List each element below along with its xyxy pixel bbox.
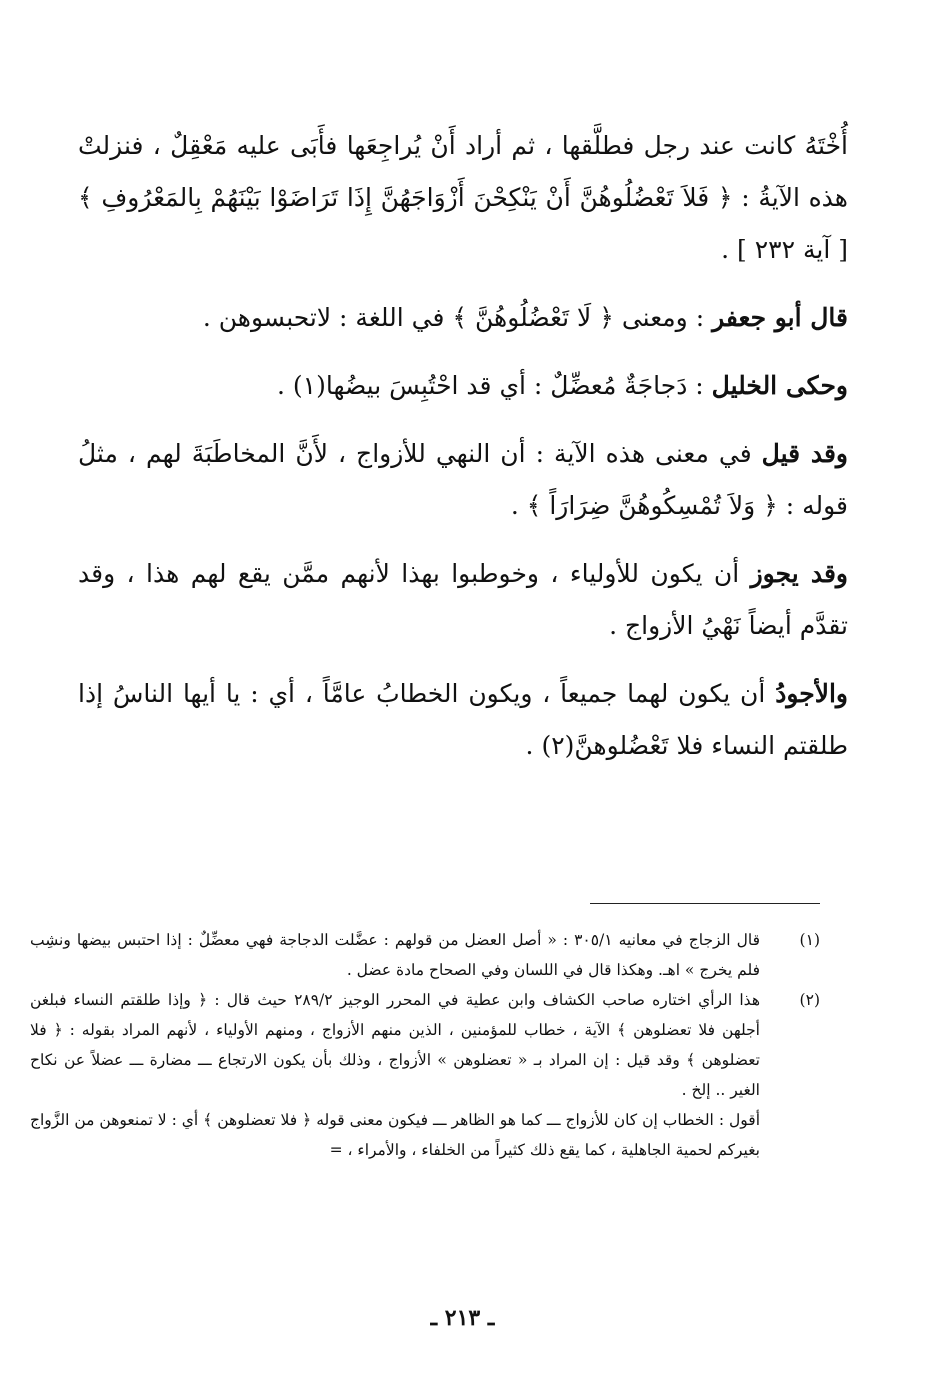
paragraph-6 [78, 668, 848, 772]
paragraph-2 [78, 292, 848, 344]
footnote-1 [30, 925, 820, 985]
paragraph-1 [78, 120, 848, 276]
footnote-commentary: أقول : الخطاب إن كان للأزواج ـــ كما هو الظاهر ـــ فيكون معنى قوله ﴿ فلا تعضلوهن ﴾ أي : لا تمنعوهن من الزَّواج بغيركم لحمية الجاهلية ، كما يقع ذلك كثيراً من الخلفاء ، والأمراء ، = [30, 1111, 760, 1159]
paragraph-text: أن يكون لهما جميعاً ، ويكون الخطابُ عامَّاً ، أي : يا أيها الناسُ إذا طلقتم النساء فلا تَعْضُلوهنَّ(٢) . [78, 679, 848, 760]
footnote-text: قال الزجاج في معانيه ٣٠٥/١ : « أصل العضل من قولهم : عضَّلت الدجاجة فهي معضِّلٌ : إذا احتبس بيضها ونشِب فلم يخرج » اهـ. وهكذا قال في اللسان وفي الصحاح مادة عضل . [30, 931, 760, 979]
footnote-separator [590, 903, 820, 904]
footnotes [30, 925, 820, 1165]
paragraph-lead: وحكى الخليل [711, 371, 848, 400]
paragraph-3 [78, 360, 848, 412]
paragraph-lead: والأجودُ [775, 679, 848, 708]
footnote-2 [30, 985, 820, 1105]
paragraph-5 [78, 548, 848, 652]
footnote-number: (١) [799, 931, 820, 949]
paragraph-lead: وقد قيل [761, 439, 848, 468]
paragraph-lead: قال أبو جعفر [712, 303, 848, 332]
paragraph-4 [78, 428, 848, 532]
main-text [78, 120, 848, 788]
paragraph-text: أُخْتَهُ كانت عند رجل فطلَّقها ، ثم أراد أَنْ يُراجِعَها فأَبَى عليه مَعْقِلٌ ، فنزلتْ هذه الآيةُ : ﴿ فَلاَ تَعْضُلُوهُنَّ أَنْ يَنْكِحْنَ أَزْوَاجَهُنَّ إِذَا تَرَاضَوْا بَيْنَهُمْ بِالمَعْرُوفِ ﴾ [ آية ٢٣٢ ] . [78, 131, 848, 264]
paragraph-lead: وقد يجوز [750, 559, 848, 588]
page-number: ـ ٢١٣ ـ [430, 1305, 495, 1331]
footnote-text: هذا الرأي اختاره صاحب الكشاف وابن عطية في المحرر الوجيز ٢٨٩/٢ حيث قال : ﴿ وإذا طلقتم النساء فبلغن أجلهن فلا تعضلوهن ﴾ الآية ، خطاب للمؤمنين ، الذين منهم الأزواج ، ومنهم الأولياء ، لأنهم المراد بقوله : ﴿ فلا تعضلوهن ﴾ وقد قيل : إن المراد بـ « تعضلوهن » الأزواج ، وذلك بأن يكون الارتجاع ـــ مضارة ـــ عضلاً عن نكاح الغير .. إلخ . [30, 991, 760, 1099]
paragraph-text: في معنى هذه الآية : أن النهي للأزواج ، لأَنَّ المخاطَبَةَ لهم ، مثلُ قوله : ﴿ وَلاَ تُمْسِكُوهُنَّ ضِرَارَاً ﴾ . [78, 439, 848, 520]
paragraph-text: أن يكون للأولياء ، وخوطبوا بهذا لأنهم ممَّن يقع لهم هذا ، وقد تقدَّم أيضاً نَهْيُ الأزواج . [78, 559, 848, 640]
footnote-number: (٢) [799, 991, 820, 1009]
paragraph-text: : دَجاجَةٌ مُعضِّلٌ : أي قد احْتُبِسَ بيضُها(١) . [277, 371, 712, 400]
paragraph-text: : ومعنى ﴿ لَا تَعْضُلُوهُنَّ ﴾ في اللغة : لاتحبسوهن . [202, 303, 713, 332]
